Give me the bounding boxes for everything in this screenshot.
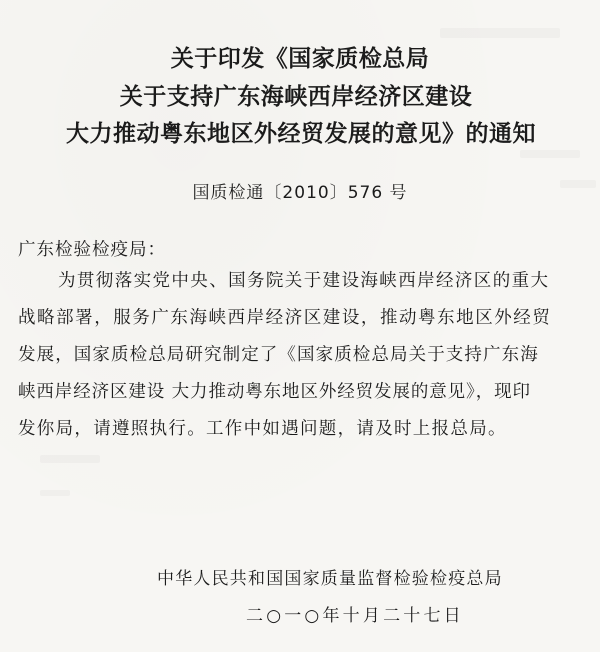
issuing-authority: 中华人民共和国国家质量监督检验检疫总局 — [157, 569, 503, 589]
body-line-1: 为贯彻落实党中央、国务院关于建设海峡西岸经济区的重大 — [58, 271, 550, 291]
body-line-2: 战略部署，服务广东海峡西岸经济区建设，推动粤东地区外经贸 — [18, 308, 552, 328]
title-line-3: 大力推动粤东地区外经贸发展的意见》的通知 — [66, 120, 536, 147]
body-line-5: 发你局，请遵照执行。工作中如遇问题，请及时上报总局。 — [18, 419, 507, 439]
body-line-4: 峡西岸经济区建设 大力推动粤东地区外经贸发展的意见》，现印 — [18, 382, 531, 402]
show-through-mark — [40, 455, 100, 463]
title-line-1: 关于印发《国家质检总局 — [170, 45, 430, 72]
show-through-mark — [520, 150, 580, 158]
title-line-2: 关于支持广东海峡西岸经济区建设 — [119, 83, 473, 110]
issue-date: 二○一○年十月二十七日 — [246, 606, 464, 626]
show-through-mark — [440, 28, 560, 38]
show-through-mark — [40, 490, 70, 496]
recipient: 广东检验检疫局： — [18, 240, 166, 260]
document-number: 国质检通〔2010〕576 号 — [192, 183, 408, 203]
body-line-3: 发展，国家质检总局研究制定了《国家质检总局关于支持广东海 — [18, 345, 539, 365]
